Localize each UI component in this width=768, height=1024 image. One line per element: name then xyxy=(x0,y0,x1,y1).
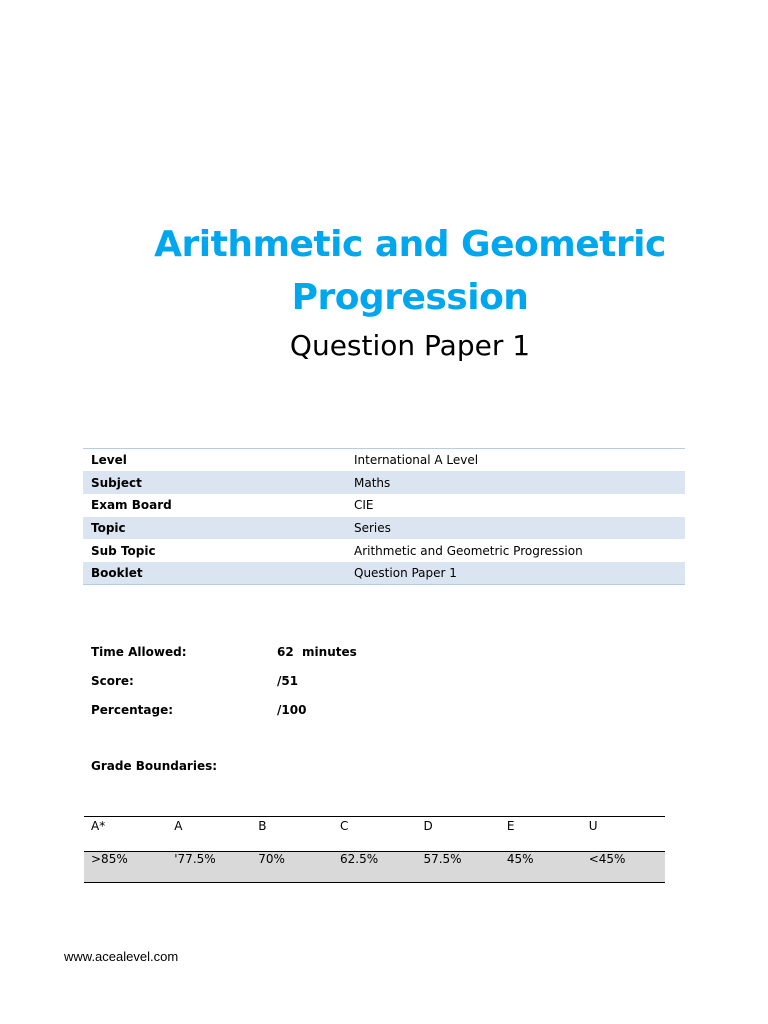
info-row-subject xyxy=(83,471,685,494)
info-key: Exam Board xyxy=(91,498,172,513)
info-value: Question Paper 1 xyxy=(354,566,457,581)
document-subtitle: Question Paper 1 xyxy=(289,329,531,362)
grade-header: D xyxy=(416,817,499,852)
footer-website: www.acealevel.com xyxy=(64,949,179,964)
grade-value: 62.5% xyxy=(333,852,416,883)
info-table xyxy=(83,448,685,585)
grade-header: A* xyxy=(84,817,167,852)
grade-value: 45% xyxy=(500,852,582,883)
grade-value: <45% xyxy=(582,852,665,883)
percentage-label: Percentage: xyxy=(91,703,174,717)
grade-header: C xyxy=(333,817,416,852)
grade-value: 57.5% xyxy=(416,852,499,883)
info-key: Level xyxy=(91,453,127,468)
time-allowed-value: 62 minutes xyxy=(277,645,357,659)
percentage-value: /100 xyxy=(277,703,307,717)
info-row-booklet xyxy=(83,562,685,585)
info-row-exam-board xyxy=(83,494,685,517)
info-row-topic xyxy=(83,517,685,540)
time-allowed-label: Time Allowed: xyxy=(91,645,187,659)
info-value: CIE xyxy=(354,498,374,513)
info-row-level xyxy=(83,449,685,472)
info-value: Arithmetic and Geometric Progression xyxy=(354,543,583,558)
grade-value-row xyxy=(84,852,665,883)
info-key: Booklet xyxy=(91,566,143,581)
grade-boundaries-label: Grade Boundaries: xyxy=(91,759,218,773)
grade-header-row xyxy=(84,817,665,852)
grade-header: B xyxy=(251,817,333,852)
info-value: International A Level xyxy=(354,453,479,468)
grade-header: A xyxy=(167,817,251,852)
info-value: Series xyxy=(354,520,391,535)
grade-value: '77.5% xyxy=(167,852,251,883)
grade-header: E xyxy=(500,817,582,852)
info-key: Sub Topic xyxy=(91,543,156,558)
info-row-sub-topic xyxy=(83,539,685,562)
info-value: Maths xyxy=(354,475,391,490)
info-key: Subject xyxy=(91,475,142,490)
document-title-line-1: Arithmetic and Geometric xyxy=(154,224,666,265)
grade-value: >85% xyxy=(84,852,167,883)
info-key: Topic xyxy=(91,520,126,535)
score-label: Score: xyxy=(91,674,134,688)
title-block xyxy=(0,218,768,366)
score-value: /51 xyxy=(277,674,299,688)
grade-value: 70% xyxy=(251,852,333,883)
grade-header: U xyxy=(582,817,665,852)
grade-table xyxy=(84,816,665,883)
document-title-line-2: Progression xyxy=(291,277,529,318)
